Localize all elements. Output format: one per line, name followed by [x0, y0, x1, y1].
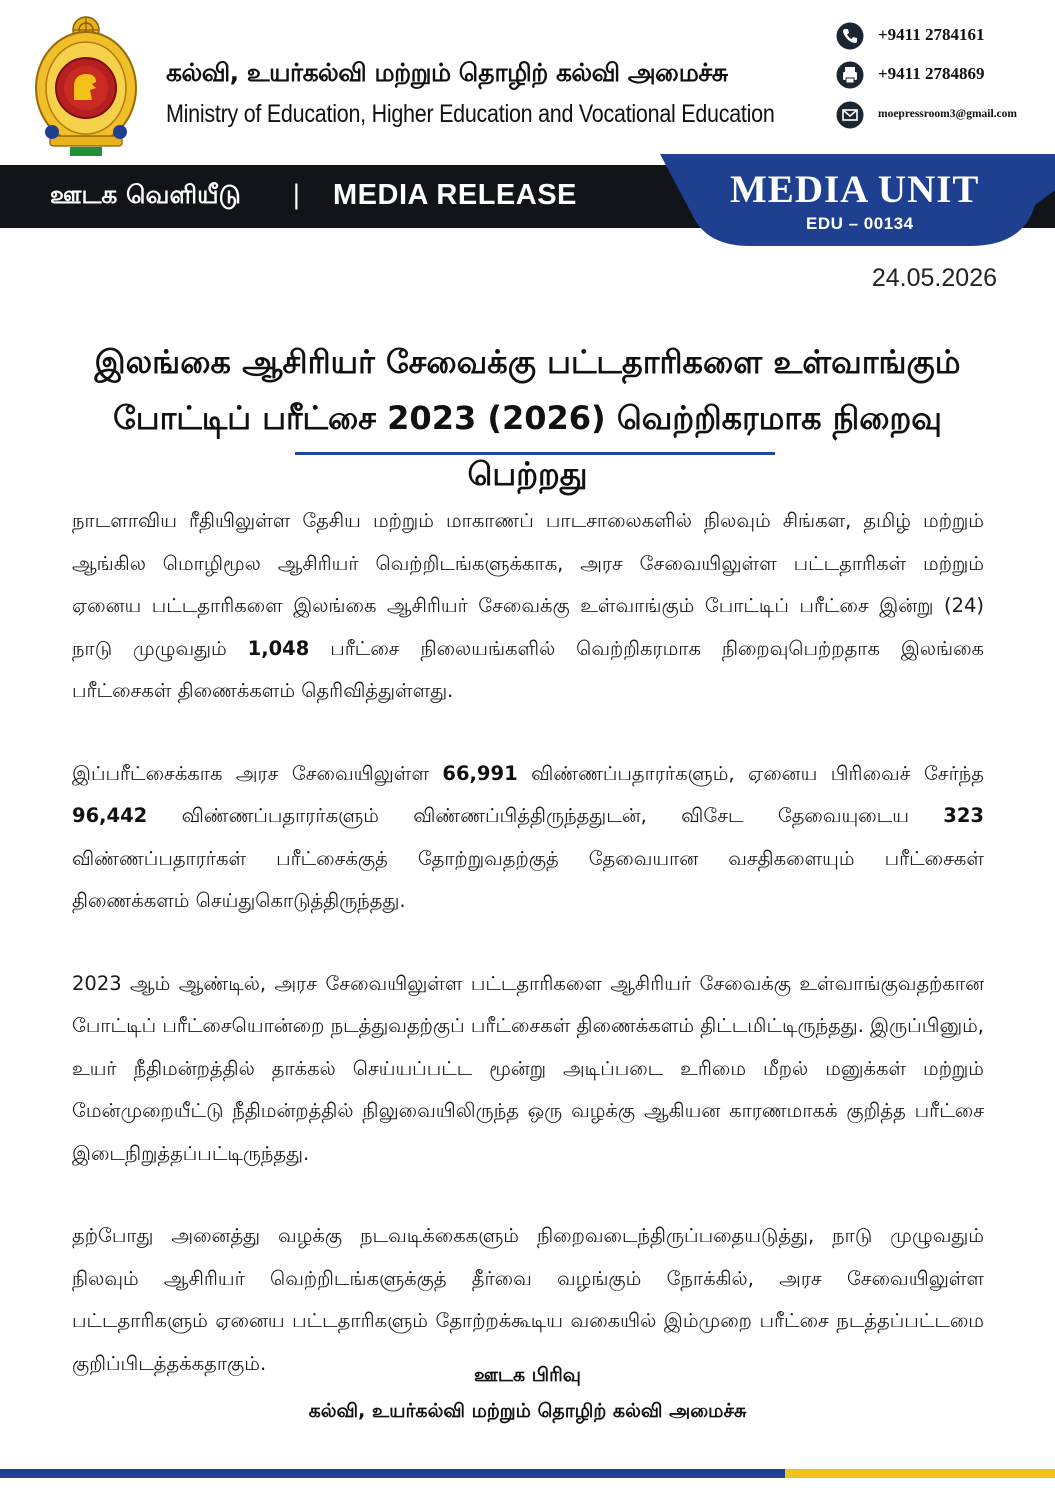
media-release-label-tamil: ஊடக வெளியீடு: [50, 180, 241, 209]
title-line-2: போட்டிப் பரீட்சை 2023 (2026) வெற்றிகரமாக நிறைவு பெற்றது: [113, 399, 942, 493]
release-date: 24.05.2026: [871, 264, 997, 292]
exam-centres-count: 1,048: [247, 636, 310, 660]
paragraph-1-text-a: நாடளாவிய ரீதியிலுள்ள தேசிய மற்றும் மாகாணப் பாடசாலைகளில் நிலவும் சிங்கள, தமிழ் மற்றும் ஆங்கில மொழிமூல ஆசிரியர் வெற்றிடங்களுக்காக, அரச சேவையிலுள்ள பட்டதாரிகள் மற்றும் ஏனைய பட்டதாரிகளை இலங்கை ஆசிரியர் சேவைக்கு உள்வாங்கும் போட்டிப் பரீட்சை இன்று (24) நாடு முழுவதும்: [72, 509, 984, 660]
paragraph-1-text-b: பரீட்சை நிலையங்களில் வெற்றிகரமாக நிறைவுபெற்றதாக இலங்கை பரீட்சைகள் திணைக்களம் தெரிவித்துள்ளது.: [72, 636, 985, 702]
media-release-label-english: MEDIA RELEASE: [333, 179, 577, 211]
other-applicants-count: 96,442: [72, 804, 148, 827]
page-title: [60, 334, 995, 502]
letterhead: [0, 0, 1055, 165]
paragraph-2-text-a: இப்பரீட்சைக்காக அரச சேவையிலுள்ள: [72, 761, 443, 785]
footer-bar-gold: [785, 1469, 1055, 1478]
media-unit-code: EDU – 00134: [806, 214, 914, 233]
sri-lanka-emblem-icon: [30, 12, 142, 160]
public-service-applicants-count: 66,991: [442, 761, 518, 785]
email-address: moepressroom3@gmail.com: [878, 108, 1017, 120]
footer-bar-blue: [0, 1469, 785, 1478]
signature-ministry: கல்வி, உயர்கல்வி மற்றும் தொழிற் கல்வி அமைச்சு: [308, 1400, 747, 1422]
paragraph-4: தற்போது அனைத்து வழக்கு நடவடிக்கைகளும் நிறைவடைந்திருப்பதையடுத்து, நாடு முழுவதும் நிலவும் ஆசிரியர் வெற்றிடங்களுக்குத் தீர்வை வழங்கும் நோக்கில், அரச சேவையிலுள்ள பட்டதாரிகளும் ஏனைய பட்டதாரிகளும் தோற்றக்கூடிய வகையில் இம்முறை பரீட்சை நடத்தப்பட்டமை குறிப்பிடத்தக்கதாகும்.: [72, 1224, 984, 1375]
paragraph-2-text-c: விண்ணப்பதாரர்களும் விண்ணப்பித்திருந்ததுடன், விசேட தேவையுடைய: [147, 804, 944, 827]
ministry-name-tamil: கல்வி, உயர்கல்வி மற்றும் தொழிற் கல்வி அமைச்சு: [166, 58, 728, 87]
paragraph-3: 2023 ஆம் ஆண்டில், அரச சேவையிலுள்ள பட்டதாரிகளை ஆசிரியர் சேவைக்கு உள்வாங்குவதற்கான போட்டிப் பரீட்சையொன்றை நடத்துவதற்குப் பரீட்சைகள் திணைக்களம் திட்டமிட்டிருந்தது. இருப்பினும், உயர் நீதிமன்றத்தில் தாக்கல் செய்யப்பட்ட மூன்று அடிப்படை உரிமை மீறல் மனுக்கள் மற்றும் மேன்முறையீட்டு நீதிமன்றத்தில் நிலுவையிலிருந்த ஒரு வழக்கு ஆகியன காரணமாகக் குறித்த பரீட்சை இடைநிறுத்தப்பட்டிருந்தது.: [72, 971, 984, 1165]
email-icon: [836, 101, 864, 129]
signature-division: ஊடக பிரிவு: [474, 1364, 581, 1386]
paragraph-1: [72, 500, 984, 713]
media-unit-title: MEDIA UNIT: [730, 168, 980, 211]
footer-bar: [0, 1469, 1055, 1478]
fax-number: +9411 2784869: [878, 64, 985, 83]
title-underline: [295, 452, 775, 455]
paragraph-2-text-d: விண்ணப்பதாரர்கள் பரீட்சைக்குத் தோற்றுவதற்குத் தேவையான வசதிகளையும் பரீட்சைகள் திணைக்களம் செய்துகொடுத்திருந்தது.: [72, 846, 984, 912]
paragraph-2-text-b: விண்ணப்பதாரர்களும், ஏனைய பிரிவைச் சேர்ந்த: [517, 761, 984, 785]
band-separator: |: [292, 180, 301, 210]
special-needs-applicants-count: 323: [943, 804, 984, 827]
phone-number: +9411 2784161: [878, 25, 985, 44]
phone-icon: [836, 22, 864, 50]
fax-icon: [836, 61, 864, 89]
paragraph-2: [72, 753, 984, 923]
title-line-1: இலங்கை ஆசிரியர் சேவைக்கு பட்டதாரிகளை உள்வாங்கும்: [94, 343, 961, 381]
ministry-name-english: Ministry of Education, Higher Education and Vocational Education: [166, 100, 775, 128]
release-body: [72, 500, 984, 1425]
